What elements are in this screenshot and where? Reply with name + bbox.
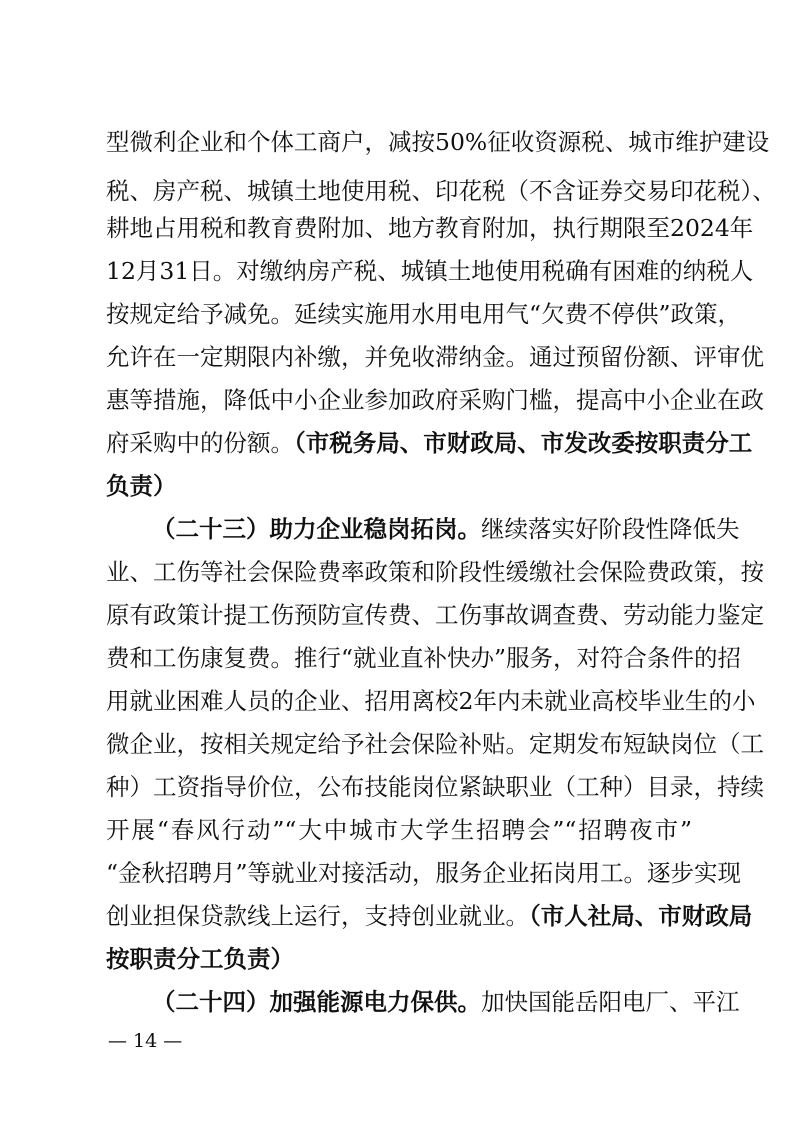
body-line xyxy=(106,939,692,979)
body-line: 惠等措施，降低中小企业参加政府采购门槛，提高中小企业在政 xyxy=(106,386,764,414)
body-line: 种）工资指导价位，公布技能岗位紧缺职业（工种）目录，持续 xyxy=(106,773,764,801)
body-line: 耕地占用税和教育费附加、地方教育附加，执行期限至2024年 xyxy=(106,214,754,242)
body-line: 微企业，按相关规定给予社会保险补贴。定期发布短缺岗位（工 xyxy=(106,730,764,758)
body-line: “金秋招聘月”等就业对接活动，服务企业拓岗用工。逐步实现 xyxy=(106,859,742,887)
body-text: 继续落实好阶段性降低失 xyxy=(481,515,740,543)
department-note-end: 负责） xyxy=(106,472,177,500)
body-line xyxy=(106,423,753,463)
page-number: — 14 — xyxy=(108,1030,183,1052)
department-note: （市人社局、市财政局 xyxy=(529,902,753,930)
section-heading: （二十三）助力企业稳岗拓岗。 xyxy=(152,515,481,543)
department-note: （市税务局、市财政局、市发改委按职责分工 xyxy=(294,429,753,457)
body-line: 费和工伤康复费。推行“就业直补快办”服务，对符合条件的招 xyxy=(106,644,742,672)
section-heading-line xyxy=(152,982,740,1022)
section-heading: （二十四）加强能源电力保供。 xyxy=(152,988,481,1016)
body-line: 型微利企业和个体工商户，减按50%征收资源税、城市维护建设 xyxy=(106,128,770,156)
department-note-end: 按职责分工负责） xyxy=(106,945,294,973)
body-line: 按规定给予减免。延续实施用水用电用气“欠费不停供”政策， xyxy=(106,300,742,328)
body-text: 府采购中的份额。 xyxy=(106,429,294,457)
body-line xyxy=(106,466,692,506)
body-text: 创业担保贷款线上运行，支持创业就业。 xyxy=(106,902,529,930)
body-line: 12月31日。对缴纳房产税、城镇土地使用税确有困难的纳税人 xyxy=(106,257,754,285)
section-heading-line xyxy=(152,509,740,549)
body-line: 原有政策计提工伤预防宣传费、工伤事故调查费、劳动能力鉴定 xyxy=(106,601,764,629)
body-line: 税、房产税、城镇土地使用税、印花税（不含证券交易印花税）、 xyxy=(106,177,776,205)
body-line xyxy=(106,896,753,936)
body-line: 开展“春风行动”“大中城市大学生招聘会”“招聘夜市” xyxy=(106,816,692,844)
body-line: 用就业困难人员的企业、招用离校2年内未就业高校毕业生的小 xyxy=(106,687,756,715)
body-line: 允许在一定期限内补缴，并免收滞纳金。通过预留份额、评审优 xyxy=(106,343,764,371)
body-text: 加快国能岳阳电厂、平江 xyxy=(481,988,740,1016)
body-line: 业、工伤等社会保险费率政策和阶段性缓缴社会保险费政策，按 xyxy=(106,558,764,586)
